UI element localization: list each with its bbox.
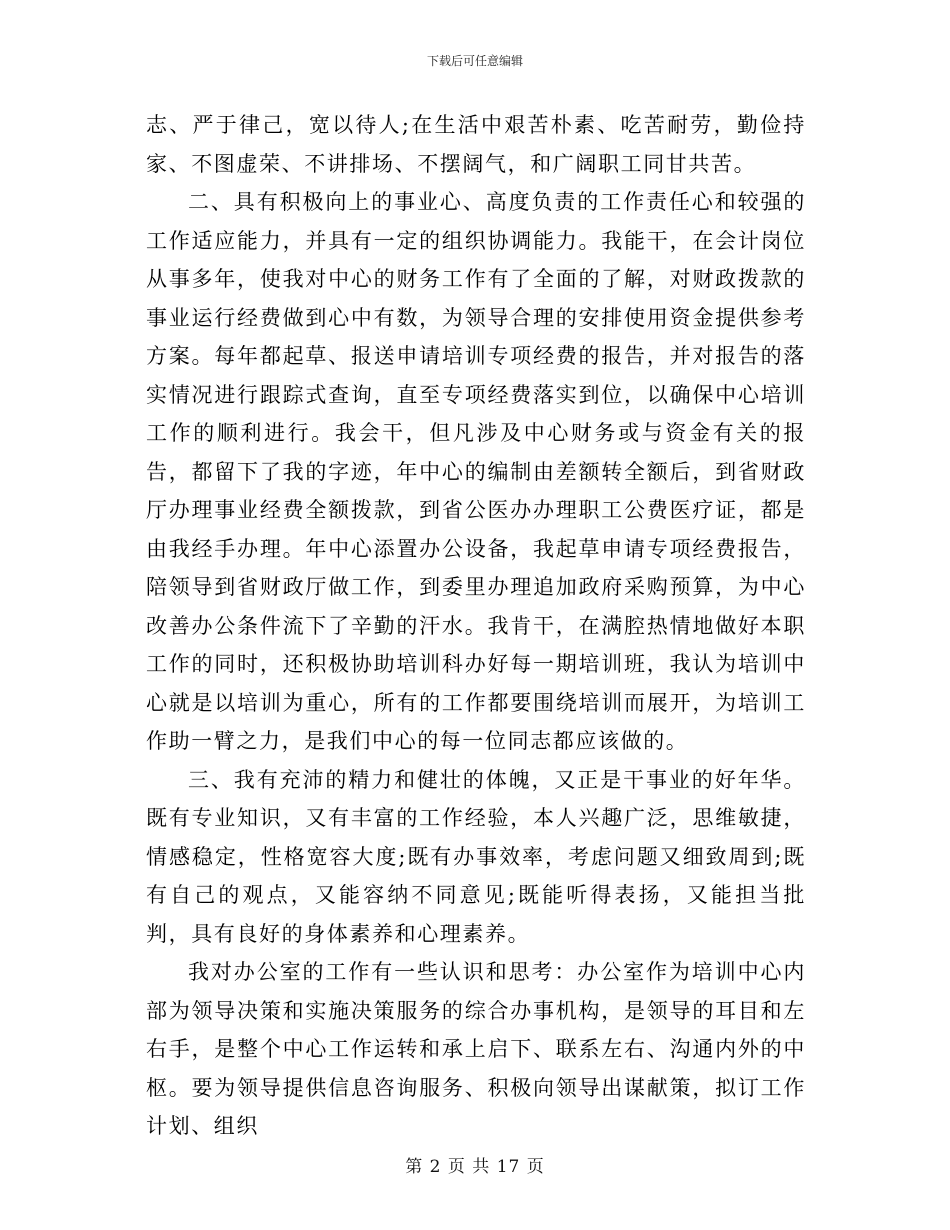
paragraph-4: 我对办公室的工作有一些认识和思考：办公室作为培训中心内部为领导决策和实施决策服务的综合办事机构，是领导的耳目和左右手，是整个中心工作运转和承上启下、联系左右、沟通内外的中枢。要为领导提供信息咨询服务、积极向领导出谋献策，拟订工作计划、组织 bbox=[146, 960, 806, 1138]
paragraph-2: 二、具有积极向上的事业心、高度负责的工作责任心和较强的工作适应能力，并具有一定的组织协调能力。我能干，在会计岗位从事多年，使我对中心的财务工作有了全面的了解，对财政拨款的事业运行经费做到心中有数，为领导合理的安排使用资金提供参考方案。每年都起草、报送申请培训专项经费的报告，并对报告的落实情况进行跟踪式查询，直至专项经费落实到位，以确保中心培训工作的顺利进行。我会干，但凡涉及中心财务或与资金有关的报告，都留下了我的字迹，年中心的编制由差额转全额后，到省财政厅办理事业经费全额拨款，到省公医办办理职工公费医疗证，都是由我经手办理。年中心添置办公设备，我起草申请专项经费报告，陪领导到省财政厅做工作，到委里办理追加政府采购预算，为中心改善办公条件流下了辛勤的汗水。我肯干，在满腔热情地做好本职工作的同时，还积极协助培训科办好每一期培训班，我认为培训中心就是以培训为重心，所有的工作都要围绕培训而展开，为培训工作助一臂之力，是我们中心的每一位同志都应该做的。 bbox=[146, 190, 806, 753]
paragraph-1: 志、严于律己，宽以待人;在生活中艰苦朴素、吃苦耐劳，勤俭持家、不图虚荣、不讲排场、不摆阔气，和广阔职工同甘共苦。 bbox=[146, 113, 806, 176]
paragraph-3: 三、我有充沛的精力和健壮的体魄，又正是干事业的好年华。既有专业知识，又有丰富的工作经验，本人兴趣广泛，思维敏捷，情感稳定，性格宽容大度;既有办事效率，考虑问题又细致周到;既有自己的观点，又能容纳不同意见;既能听得表扬，又能担当批判，具有良好的身体素养和心理素养。 bbox=[146, 767, 806, 946]
page-number-footer: 第 2 页 共 17 页 bbox=[405, 1157, 545, 1177]
document-body bbox=[146, 106, 806, 1146]
page-header-note: 下载后可任意编辑 bbox=[426, 54, 523, 68]
